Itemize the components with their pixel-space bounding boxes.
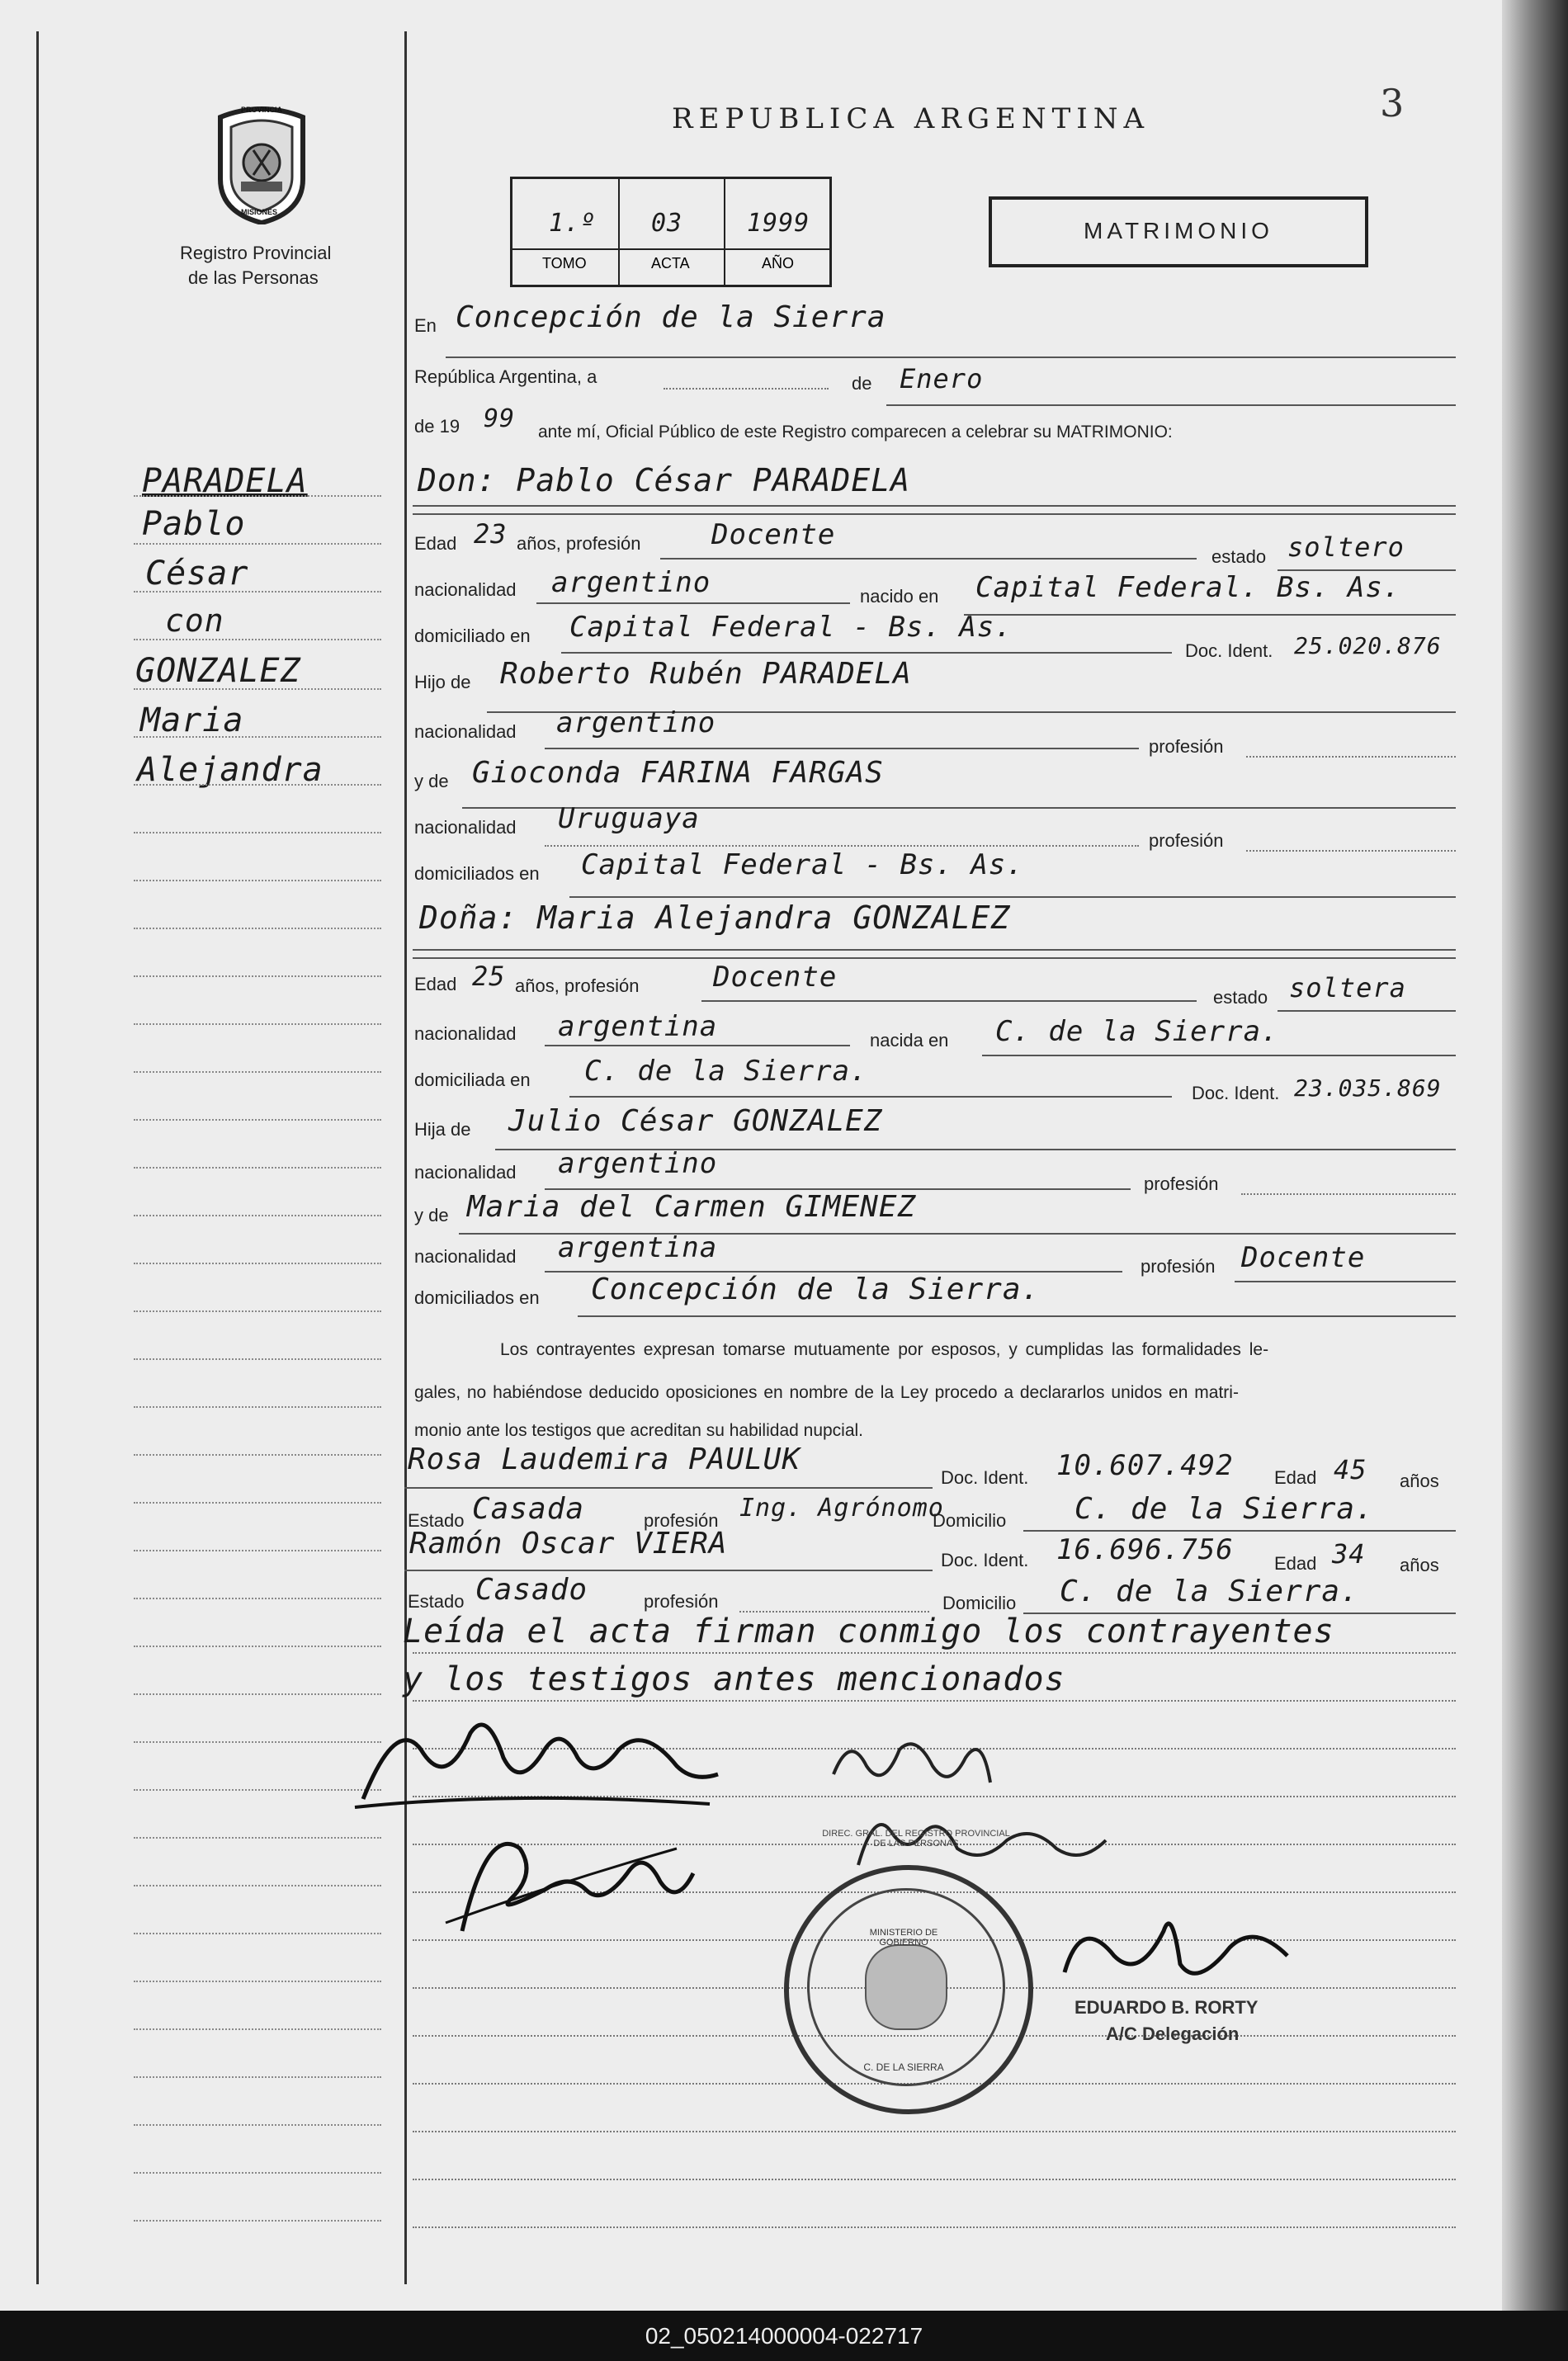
margin-rule [134, 1837, 381, 1839]
registry-name-line2: de las Personas [188, 267, 319, 288]
margin-rule [134, 1406, 381, 1408]
margin-rule [134, 1071, 381, 1073]
margin-rule [134, 832, 381, 833]
body-line-3: monio ante los testigos que acreditan su habilidad nupcial. [414, 1421, 864, 1440]
witness2-domicile: C. de la Sierra. [1060, 1575, 1359, 1608]
witness2-profesion-label: profesión [644, 1591, 719, 1612]
stamp-bottom-text: C. DE LA SIERRA [863, 2061, 944, 2073]
witness1-domicilio-label: Domicilio [933, 1510, 1007, 1531]
rule [536, 602, 850, 604]
margin-rule [134, 1023, 381, 1025]
page-number: 3 [1380, 81, 1405, 125]
groom-father-nat: argentino [556, 706, 716, 739]
bride-estado-label: estado [1213, 987, 1268, 1008]
margin-name-6: Alejandra [137, 751, 324, 789]
closing-line-1: Leída el acta firman conmigo los contrayentes [403, 1613, 1334, 1650]
witness1-profesion-label: profesión [644, 1510, 719, 1531]
stamp-inner-text: MINISTERIO DE GOBIERNO [869, 1928, 938, 1948]
groom-doc-label: Doc. Ident. [1185, 640, 1273, 661]
witness1-doc-label: Doc. Ident. [941, 1467, 1029, 1488]
rule [664, 388, 829, 390]
rule [561, 652, 1172, 654]
rule [886, 404, 1456, 406]
doc-type-box [989, 196, 1368, 267]
bride-mother-prof: Docente [1241, 1241, 1366, 1274]
margin-rule [134, 1550, 381, 1551]
bride-signature [825, 1725, 1007, 1799]
bride-hija-label: Hija de [414, 1119, 471, 1140]
rule [660, 558, 1197, 560]
margin-name-5: Maria [140, 701, 244, 739]
witness2-estado: Casado [475, 1573, 588, 1607]
margin-rule [134, 1885, 381, 1886]
bride-anos-profesion-label: años, profesión [515, 975, 640, 996]
bride-father: Julio César GONZALEZ [508, 1104, 883, 1138]
margin-rule [134, 639, 381, 640]
left-border-line [36, 31, 39, 2284]
rule [964, 614, 1456, 616]
acta-label: ACTA [651, 255, 690, 272]
closing-line-2: y los testigos antes mencionados [403, 1660, 1065, 1698]
margin-rule [134, 1454, 381, 1456]
witness1-doc: 10.607.492 [1056, 1449, 1234, 1482]
witness2-doc: 16.696.756 [1056, 1533, 1234, 1566]
bride-nationality: argentina [558, 1010, 718, 1043]
margin-rule [134, 2124, 381, 2126]
margin-rule [134, 880, 381, 881]
rule [701, 1000, 1197, 1002]
rule [404, 1570, 933, 1571]
margin-name-1: Pablo [142, 505, 246, 543]
ruled-line [413, 2131, 1456, 2132]
body-line-2: gales, no habiéndose deducido oposiciones en nombre de la Ley procedo a declararlos unidos en matri- [414, 1383, 1239, 1402]
margin-name-3: con [165, 602, 224, 639]
de-label: de [852, 373, 872, 394]
bride-profession: Docente [713, 961, 838, 994]
groom-birthplace: Capital Federal. Bs. As. [975, 571, 1401, 604]
acta-value: 03 [651, 209, 683, 238]
official-round-stamp [784, 1865, 1033, 2114]
year-prefix: de 19 [414, 416, 460, 437]
margin-rule [134, 1741, 381, 1743]
groom-nacido-label: nacido en [860, 586, 939, 607]
rule [446, 357, 1456, 358]
rule [1023, 1530, 1456, 1532]
groom-parents-dom-label: domiciliados en [414, 863, 540, 884]
year-suffix: 99 [484, 404, 516, 433]
scan-footer-id: 02_050214000004-022717 [0, 2311, 1568, 2361]
groom-parents-dom: Capital Federal - Bs. As. [581, 848, 1024, 881]
groom-edad-label: Edad [414, 533, 457, 554]
margin-rule [134, 1215, 381, 1216]
margin-rule [134, 591, 381, 593]
bride-mother: Maria del Carmen GIMENEZ [467, 1190, 917, 1224]
groom-profession: Docente [711, 518, 836, 551]
stamp-outer-text: DIREC. GRAL. DEL REGISTRO PROVINCIAL DE LAS PERSONAS [822, 1829, 1010, 1849]
rule [413, 505, 1456, 507]
margin-rule [134, 543, 381, 545]
rule [545, 748, 1139, 749]
rule [404, 1487, 933, 1489]
bride-nacionalidad-label: nacionalidad [414, 1023, 517, 1044]
groom-doc: 25.020.876 [1294, 632, 1442, 659]
logo-text-top: PROVINCIA [241, 106, 283, 114]
rule [578, 1315, 1456, 1317]
witness2-doc-label: Doc. Ident. [941, 1550, 1029, 1570]
margin-rule [134, 1981, 381, 1982]
margin-rule [134, 688, 381, 690]
margin-name-4: GONZALEZ [135, 652, 301, 690]
republica-label: República Argentina, a [414, 366, 597, 387]
witness2-anos-label: años [1400, 1555, 1439, 1575]
en-label: En [414, 315, 437, 336]
doc-type-label: MATRIMONIO [1084, 218, 1273, 243]
groom-mother: Gioconda FARINA FARGAS [472, 756, 884, 790]
groom-nationality: argentino [551, 566, 711, 599]
officer-signature [1048, 1882, 1296, 1997]
bride-domicile: C. de la Sierra. [584, 1055, 868, 1088]
margin-rule [134, 1167, 381, 1169]
witness2-domicilio-label: Domicilio [942, 1593, 1017, 1613]
margin-rule [134, 1693, 381, 1695]
margin-rule [134, 2220, 381, 2222]
bride-parents-dom: Concepción de la Sierra. [591, 1273, 1041, 1306]
tomo-label: TOMO [542, 255, 587, 272]
bride-father-nat-label: nacionalidad [414, 1162, 517, 1183]
bride-domiciliada-label: domiciliada en [414, 1070, 531, 1090]
bride-nacida-label: nacida en [870, 1030, 949, 1051]
margin-rule [134, 2076, 381, 2078]
witness2-name: Ramón Oscar VIERA [409, 1527, 728, 1561]
witness1-profession: Ing. Agrónomo [739, 1494, 944, 1523]
margin-rule [134, 1310, 381, 1312]
bride-estado: soltera [1289, 972, 1406, 1003]
bride-age: 25 [472, 961, 506, 992]
margin-rule [134, 1358, 381, 1360]
ruled-line [413, 1652, 1456, 1654]
tomo-value: 1.º [549, 209, 597, 238]
groom-estado: soltero [1287, 531, 1405, 563]
witness1-estado-label: Estado [408, 1510, 465, 1531]
margin-rule [134, 1598, 381, 1599]
registry-name-line1: Registro Provincial [180, 243, 332, 263]
witness1-edad-label: Edad [1274, 1467, 1317, 1488]
rule [1246, 850, 1456, 852]
bride-birthplace: C. de la Sierra. [995, 1015, 1279, 1048]
margin-rule [134, 928, 381, 929]
groom-yde-label: y de [414, 771, 449, 791]
intro-text: ante mí, Oficial Público de este Registro comparecen a celebrar su MATRIMONIO: [538, 423, 1173, 442]
bride-father-prof-label: profesión [1144, 1173, 1219, 1194]
margin-rule [134, 1119, 381, 1121]
witness1-estado: Casada [472, 1492, 585, 1526]
groom-mother-nat-label: nacionalidad [414, 817, 517, 838]
rule [1278, 1010, 1456, 1012]
bride-name: Doña: Maria Alejandra GONZALEZ [419, 900, 1011, 936]
rule [1235, 1281, 1456, 1282]
bride-father-nat: argentino [558, 1147, 718, 1180]
month-value: Enero [900, 363, 984, 394]
rule [1241, 1193, 1456, 1195]
rule [569, 1096, 1172, 1098]
body-line-1: Los contrayentes expresan tomarse mutuamente por esposos, y cumplidas las formalidades le- [500, 1340, 1269, 1359]
margin-divider-line [404, 31, 407, 2284]
margin-rule [134, 1933, 381, 1934]
groom-name: Don: Pablo César PARADELA [418, 462, 910, 498]
margin-rule [134, 1789, 381, 1791]
margin-name-0: PARADELA [142, 462, 308, 500]
witness1-anos-label: años [1400, 1471, 1439, 1491]
groom-hijo-label: Hijo de [414, 672, 471, 692]
bride-doc-label: Doc. Ident. [1192, 1083, 1280, 1103]
groom-anos-profesion-label: años, profesión [517, 533, 641, 554]
groom-father-prof-label: profesión [1149, 736, 1224, 757]
rule [982, 1055, 1456, 1056]
margin-rule [134, 975, 381, 977]
witness2-edad-label: Edad [1274, 1553, 1317, 1574]
groom-father: Roberto Rubén PARADELA [500, 657, 912, 691]
rule [1246, 756, 1456, 758]
margin-rule [134, 1502, 381, 1504]
witness2-age: 34 [1332, 1538, 1366, 1570]
rule [413, 957, 1456, 959]
groom-age: 23 [474, 518, 508, 550]
ruled-line [413, 2226, 1456, 2228]
bride-yde-label: y de [414, 1205, 449, 1225]
logo-text-bottom: MISIONES [241, 208, 278, 216]
rule [413, 513, 1456, 515]
bride-mother-nat: argentina [558, 1231, 718, 1264]
bride-parents-dom-label: domiciliados en [414, 1287, 540, 1308]
groom-domicile: Capital Federal - Bs. As. [569, 611, 1013, 644]
ano-value: 1999 [747, 209, 810, 238]
margin-rule [134, 2028, 381, 2030]
witness1-age: 45 [1334, 1454, 1367, 1485]
groom-mother-prof-label: profesión [1149, 830, 1224, 851]
rule [545, 845, 1139, 847]
margin-rule [134, 784, 381, 786]
ano-label: AÑO [762, 255, 795, 272]
country-heading: REPUBLICA ARGENTINA [672, 102, 1150, 135]
margin-rule [134, 495, 381, 497]
groom-nacionalidad-label: nacionalidad [414, 579, 517, 600]
rule [413, 949, 1456, 951]
groom-mother-nat: Uruguaya [558, 802, 700, 835]
margin-rule [134, 1646, 381, 1647]
margin-rule [134, 1263, 381, 1264]
province-coat-of-arms-logo [208, 101, 315, 224]
margin-name-2: César [145, 555, 249, 593]
groom-estado-label: estado [1211, 546, 1267, 567]
bride-mother-prof-label: profesión [1141, 1256, 1216, 1277]
ruled-line [413, 2179, 1456, 2180]
groom-father-nat-label: nacionalidad [414, 721, 517, 742]
witness1-name: Rosa Laudemira PAULUK [408, 1443, 801, 1476]
record-box [510, 177, 832, 287]
officer-name: EDUARDO B. RORTY [1074, 1997, 1259, 2018]
witness1-signature [429, 1799, 710, 1939]
witness1-domicile: C. de la Sierra. [1074, 1492, 1374, 1526]
rule [545, 1045, 850, 1046]
witness2-estado-label: Estado [408, 1591, 465, 1612]
bride-mother-nat-label: nacionalidad [414, 1246, 517, 1267]
margin-rule [134, 736, 381, 738]
rule [569, 896, 1456, 898]
page-right-edge [1502, 0, 1568, 2311]
bride-doc: 23.035.869 [1294, 1074, 1442, 1102]
margin-rule [134, 2172, 381, 2174]
groom-domiciliado-label: domiciliado en [414, 626, 531, 646]
officer-title: A/C Delegación [1106, 2023, 1240, 2044]
place-value: Concepción de la Sierra [456, 300, 886, 334]
bride-edad-label: Edad [414, 974, 457, 994]
groom-signature [347, 1700, 726, 1816]
